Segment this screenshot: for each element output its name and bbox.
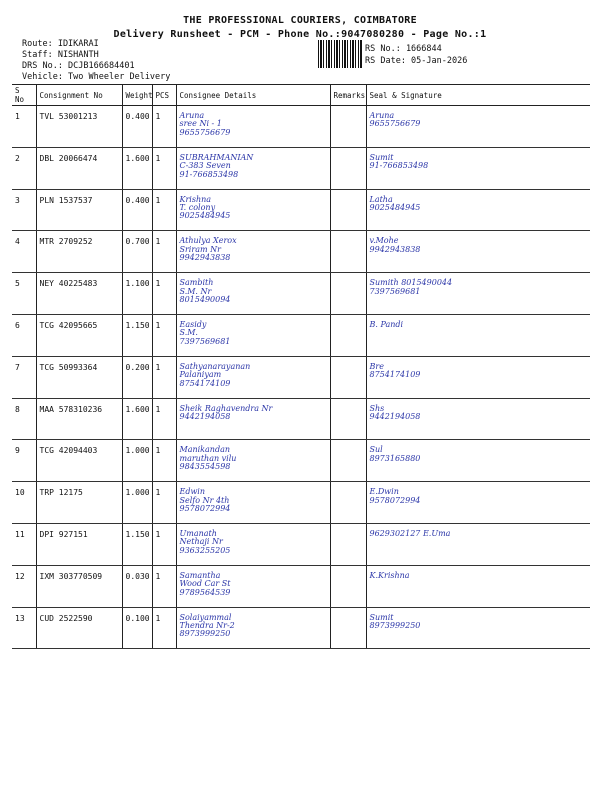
- consignee-line: Selfo Nr 4th: [179, 495, 230, 505]
- remarks-cell: [330, 273, 366, 315]
- table-row: [12, 314, 590, 356]
- remarks-cell: [330, 398, 366, 440]
- pcs-cell: 1: [152, 440, 176, 482]
- consignee-line: Athulya Xerox: [179, 236, 237, 246]
- consignee-line: T. colony: [179, 202, 216, 212]
- consignment-cell: CUD 2522590: [36, 607, 122, 649]
- consignee-line: sree Ni - 1: [179, 119, 222, 129]
- consignee-details-cell: [176, 482, 330, 524]
- col-consignment: Consignment No: [36, 85, 122, 106]
- consignee-line: Sheik Raghavendra Nr: [179, 403, 273, 413]
- consignee-line: Aruna: [179, 111, 205, 120]
- consignment-cell: NEY 40225483: [36, 273, 122, 315]
- signature-line: Aruna: [369, 111, 395, 120]
- pcs-cell: 1: [152, 398, 176, 440]
- consignee-line: Palaniyam: [179, 370, 222, 380]
- consignment-cell: MAA 578310236: [36, 398, 122, 440]
- consignee-line: S.M.: [179, 328, 198, 338]
- consignment-cell: DBL 20066474: [36, 147, 122, 189]
- consignee-line: C-383 Seven: [179, 161, 231, 171]
- consignee-details-cell: [176, 440, 330, 482]
- consignment-cell: TCG 42095665: [36, 314, 122, 356]
- consignee-line: 9363255205: [179, 545, 231, 555]
- consignee-line: 9655756679: [179, 127, 231, 137]
- signature-cell: [366, 482, 590, 524]
- consignee-details-cell: [176, 607, 330, 649]
- consignee-line: Nethaji Nr: [179, 537, 223, 547]
- signature-cell: [366, 314, 590, 356]
- consignee-line: Easidy: [179, 319, 207, 329]
- consignee-line: Krishna: [179, 194, 212, 204]
- signature-line: 8973999250: [369, 620, 421, 630]
- col-consignee: Consignee Details: [176, 85, 330, 106]
- remarks-cell: [330, 189, 366, 231]
- consignee-details-cell: [176, 231, 330, 273]
- signature-line: 8754174109: [369, 370, 421, 380]
- weight-cell: 0.700: [122, 231, 152, 273]
- runsheet-table: [12, 84, 590, 649]
- vehicle-label: Vehicle: Two Wheeler Delivery: [22, 72, 171, 82]
- signature-cell: [366, 147, 590, 189]
- table-row: [12, 482, 590, 524]
- consignee-line: Sathyanarayanan: [179, 361, 251, 371]
- col-signature: Seal & Signature: [366, 85, 590, 106]
- consignment-cell: DPI 927151: [36, 523, 122, 565]
- consignee-details-cell: [176, 523, 330, 565]
- sno-cell: 9: [12, 440, 36, 482]
- signature-line: E.Dwin: [369, 487, 399, 497]
- sno-cell: 3: [12, 189, 36, 231]
- remarks-cell: [330, 147, 366, 189]
- signature-line: 9942943838: [369, 244, 421, 254]
- table-row: [12, 231, 590, 273]
- remarks-cell: [330, 314, 366, 356]
- consignee-details-cell: [176, 398, 330, 440]
- table-row: [12, 565, 590, 607]
- signature-cell: [366, 523, 590, 565]
- col-remarks: Remarks: [330, 85, 366, 106]
- consignment-cell: PLN 1537537: [36, 189, 122, 231]
- signature-cell: [366, 231, 590, 273]
- consignee-line: Sriram Nr: [179, 244, 221, 254]
- remarks-cell: [330, 523, 366, 565]
- weight-cell: 0.400: [122, 106, 152, 148]
- pcs-cell: 1: [152, 106, 176, 148]
- signature-line: Shs: [369, 403, 385, 413]
- signature-line: 8973165880: [369, 453, 421, 463]
- signature-line: Sumith 8015490044: [369, 278, 453, 288]
- company-title: THE PROFESSIONAL COURIERS, COIMBATORE: [183, 15, 417, 26]
- consignee-line: Thendra Nr-2: [179, 620, 235, 630]
- weight-cell: 0.200: [122, 356, 152, 398]
- sno-cell: 7: [12, 356, 36, 398]
- pcs-cell: 1: [152, 231, 176, 273]
- weight-cell: 1.000: [122, 482, 152, 524]
- signature-line: B. Pandi: [369, 319, 404, 329]
- consignment-cell: TCG 42094403: [36, 440, 122, 482]
- weight-cell: 0.400: [122, 189, 152, 231]
- signature-line: Sumit: [369, 152, 394, 162]
- weight-cell: 1.150: [122, 314, 152, 356]
- signature-line: Bre: [369, 361, 384, 371]
- weight-cell: 1.000: [122, 440, 152, 482]
- table-row: [12, 440, 590, 482]
- consignee-line: 8754174109: [179, 378, 231, 388]
- table-row: [12, 147, 590, 189]
- consignee-line: maruthan vilu: [179, 453, 237, 463]
- consignee-line: 8015490094: [179, 294, 231, 304]
- pcs-cell: 1: [152, 482, 176, 524]
- signature-line: K.Krishna: [369, 570, 410, 580]
- consignee-line: Edwin: [179, 487, 206, 497]
- consignee-line: 9789564539: [179, 587, 231, 597]
- consignee-line: 91-766853498: [179, 169, 239, 179]
- pcs-cell: 1: [152, 607, 176, 649]
- consignee-details-cell: [176, 565, 330, 607]
- signature-line: v.Mohe: [369, 236, 399, 246]
- table-header-row: [12, 85, 590, 106]
- sno-cell: 8: [12, 398, 36, 440]
- consignee-line: Manikandan: [179, 445, 230, 455]
- consignee-details-cell: [176, 356, 330, 398]
- consignee-line: Sambith: [179, 278, 214, 288]
- sno-cell: 5: [12, 273, 36, 315]
- weight-cell: 1.150: [122, 523, 152, 565]
- signature-cell: [366, 189, 590, 231]
- sno-cell: 1: [12, 106, 36, 148]
- consignee-line: 9942943838: [179, 253, 231, 263]
- sno-cell: 6: [12, 314, 36, 356]
- consignee-line: 9442194058: [179, 411, 231, 421]
- signature-line: Latha: [369, 194, 393, 204]
- consignee-details-cell: [176, 273, 330, 315]
- pcs-cell: 1: [152, 356, 176, 398]
- runsheet-subtitle: Delivery Runsheet - PCM - Phone No.:9047080280 - Page No.:1: [113, 29, 487, 40]
- signature-line: Sumit: [369, 612, 394, 622]
- consignee-line: 9025484945: [179, 211, 231, 221]
- remarks-cell: [330, 231, 366, 273]
- sno-cell: 11: [12, 523, 36, 565]
- consignee-details-cell: [176, 314, 330, 356]
- consignment-cell: IXM 303770509: [36, 565, 122, 607]
- consignment-cell: TRP 12175: [36, 482, 122, 524]
- drs-number: DRS No.: DCJB166684401: [22, 61, 135, 71]
- signature-line: 9025484945: [369, 202, 421, 212]
- table-row: [12, 273, 590, 315]
- rs-date: RS Date: 05-Jan-2026: [365, 56, 468, 66]
- sno-cell: 4: [12, 231, 36, 273]
- col-weight: Weight: [122, 85, 152, 106]
- sno-cell: 2: [12, 147, 36, 189]
- signature-line: 9578072994: [369, 495, 421, 505]
- consignee-details-cell: [176, 147, 330, 189]
- sno-cell: 12: [12, 565, 36, 607]
- signature-line: 7397569681: [369, 286, 421, 296]
- table-row: [12, 189, 590, 231]
- sno-cell: 10: [12, 482, 36, 524]
- remarks-cell: [330, 565, 366, 607]
- table-row: [12, 607, 590, 649]
- pcs-cell: 1: [152, 314, 176, 356]
- consignee-line: Solaiyammal: [179, 612, 232, 622]
- signature-cell: [366, 273, 590, 315]
- col-sno: S No: [12, 85, 36, 106]
- table-row: [12, 523, 590, 565]
- consignee-details-cell: [176, 106, 330, 148]
- table-row: [12, 106, 590, 148]
- rs-number: RS No.: 1666844: [365, 44, 442, 54]
- signature-cell: [366, 398, 590, 440]
- consignment-cell: TCG 50993364: [36, 356, 122, 398]
- signature-cell: [366, 565, 590, 607]
- pcs-cell: 1: [152, 189, 176, 231]
- weight-cell: 1.600: [122, 147, 152, 189]
- pcs-cell: 1: [152, 273, 176, 315]
- signature-line: 9442194058: [369, 411, 421, 421]
- consignment-cell: MTR 2709252: [36, 231, 122, 273]
- sno-cell: 13: [12, 607, 36, 649]
- signature-line: 9629302127 E.Uma: [369, 528, 451, 538]
- consignee-line: 9843554598: [179, 462, 231, 472]
- consignee-line: SUBRAHMANIAN: [179, 152, 254, 162]
- pcs-cell: 1: [152, 147, 176, 189]
- consignee-line: Samantha: [179, 570, 221, 580]
- remarks-cell: [330, 482, 366, 524]
- weight-cell: 1.100: [122, 273, 152, 315]
- signature-cell: [366, 106, 590, 148]
- consignee-line: Wood Car St: [179, 579, 231, 589]
- weight-cell: 0.100: [122, 607, 152, 649]
- consignee-line: 7397569681: [179, 336, 231, 346]
- signature-cell: [366, 607, 590, 649]
- remarks-cell: [330, 440, 366, 482]
- signature-line: 9655756679: [369, 119, 421, 129]
- remarks-cell: [330, 356, 366, 398]
- weight-cell: 0.030: [122, 565, 152, 607]
- table-row: [12, 356, 590, 398]
- pcs-cell: 1: [152, 565, 176, 607]
- route-label: Route: IDIKARAI: [22, 39, 99, 49]
- consignee-details-cell: [176, 189, 330, 231]
- remarks-cell: [330, 106, 366, 148]
- barcode: [318, 40, 362, 68]
- weight-cell: 1.600: [122, 398, 152, 440]
- consignee-line: 9578072994: [179, 503, 231, 513]
- staff-label: Staff: NISHANTH: [22, 50, 99, 60]
- col-pcs: PCS: [152, 85, 176, 106]
- consignment-cell: TVL 53001213: [36, 106, 122, 148]
- consignee-line: Umanath: [179, 528, 217, 538]
- signature-cell: [366, 440, 590, 482]
- remarks-cell: [330, 607, 366, 649]
- consignee-line: 8973999250: [179, 629, 231, 639]
- pcs-cell: 1: [152, 523, 176, 565]
- signature-cell: [366, 356, 590, 398]
- signature-line: Sul: [369, 445, 383, 455]
- consignee-line: S.M. Nr: [179, 286, 212, 296]
- signature-line: 91-766853498: [369, 161, 429, 171]
- table-row: [12, 398, 590, 440]
